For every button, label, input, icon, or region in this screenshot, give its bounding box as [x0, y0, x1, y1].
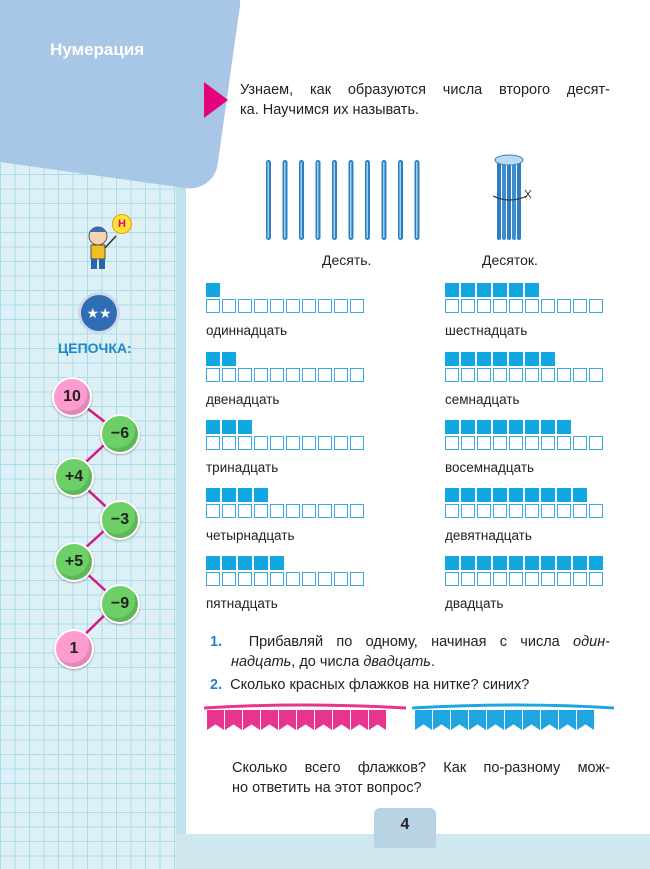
empty-cell: [206, 368, 220, 382]
empty-cell: [238, 436, 252, 450]
filled-cell: [493, 352, 507, 366]
empty-cell: [541, 504, 555, 518]
empty-cell: [525, 436, 539, 450]
empty-cell: [445, 572, 459, 586]
empty-cell: [238, 299, 252, 313]
filled-cell: [541, 420, 555, 434]
page-number-text: 4: [400, 816, 410, 833]
number-word: четырнадцать: [206, 528, 295, 543]
flag: [315, 710, 332, 730]
empty-cell: [206, 436, 220, 450]
filled-cell: [525, 488, 539, 502]
empty-cell: [477, 436, 491, 450]
chain-step: +4: [54, 457, 94, 497]
empty-cell: [525, 572, 539, 586]
empty-cell: [350, 572, 364, 586]
empty-cell: [334, 572, 348, 586]
filled-cell: [222, 420, 236, 434]
flag: [261, 710, 278, 730]
chain-step: 10: [52, 377, 92, 417]
empty-cell: [557, 436, 571, 450]
filled-cell: [589, 556, 603, 570]
flag: [523, 710, 540, 730]
empty-cell: [445, 299, 459, 313]
number-word: двадцать: [445, 596, 504, 611]
filled-cell: [206, 283, 220, 297]
bundle-label: Десяток.: [482, 252, 538, 268]
number-strip-tens-row: [445, 556, 605, 570]
filled-cell: [238, 420, 252, 434]
empty-cell: [525, 299, 539, 313]
filled-cell: [477, 488, 491, 502]
filled-cell: [541, 488, 555, 502]
flag: [333, 710, 350, 730]
question-line-2: но ответить на этот вопрос?: [232, 780, 422, 796]
empty-cell: [557, 504, 571, 518]
flag: [351, 710, 368, 730]
filled-cell: [541, 352, 555, 366]
task-2: [210, 675, 610, 695]
question-text: [232, 758, 610, 798]
empty-cell: [302, 299, 316, 313]
ten-label: Десять.: [322, 252, 372, 268]
flag: [469, 710, 486, 730]
filled-cell: [477, 420, 491, 434]
chain-step: −9: [100, 584, 140, 624]
number-strip-ten-row: [206, 572, 366, 586]
number-word: двенадцать: [206, 392, 280, 407]
empty-cell: [206, 299, 220, 313]
empty-cell: [270, 299, 284, 313]
chain-step: −3: [100, 500, 140, 540]
task-1-text-f: .: [430, 654, 435, 670]
empty-cell: [573, 436, 587, 450]
filled-cell: [525, 283, 539, 297]
filled-cell: [445, 352, 459, 366]
empty-cell: [270, 572, 284, 586]
empty-cell: [493, 368, 507, 382]
badge-letter: Н: [118, 218, 126, 230]
chain-title: ЦЕПОЧКА:: [58, 340, 132, 356]
flag: [559, 710, 576, 730]
empty-cell: [286, 299, 300, 313]
empty-cell: [493, 436, 507, 450]
empty-cell: [350, 436, 364, 450]
empty-cell: [350, 299, 364, 313]
chain-step: 1: [54, 629, 94, 669]
empty-cell: [334, 436, 348, 450]
empty-cell: [461, 299, 475, 313]
empty-cell: [477, 504, 491, 518]
empty-cell: [573, 299, 587, 313]
filled-cell: [493, 488, 507, 502]
empty-cell: [525, 504, 539, 518]
filled-cell: [270, 556, 284, 570]
filled-cell: [206, 556, 220, 570]
empty-cell: [318, 436, 332, 450]
empty-cell: [509, 299, 523, 313]
empty-cell: [509, 504, 523, 518]
filled-cell: [509, 283, 523, 297]
pointer-arrow-icon: [204, 82, 228, 118]
flag: [225, 710, 242, 730]
empty-cell: [302, 368, 316, 382]
filled-cell: [222, 488, 236, 502]
empty-cell: [525, 368, 539, 382]
empty-cell: [589, 504, 603, 518]
empty-cell: [254, 368, 268, 382]
empty-cell: [302, 572, 316, 586]
filled-cell: [222, 556, 236, 570]
task-2-text: Сколько красных флажков на нитке? синих?: [230, 677, 530, 693]
empty-cell: [477, 368, 491, 382]
empty-cell: [222, 572, 236, 586]
blue-flags: [414, 710, 594, 730]
empty-cell: [493, 504, 507, 518]
filled-cell: [461, 556, 475, 570]
task-2-number: 2.: [210, 677, 223, 693]
task-1-italic-c: двадцать: [363, 654, 431, 670]
question-line-1: Сколько всего флажков? Как по-разному мож-: [232, 760, 610, 776]
flag: [433, 710, 450, 730]
number-strip-tens-row: [445, 488, 589, 502]
intro-line-2: ка. Научимся их называть.: [240, 102, 420, 118]
empty-cell: [238, 504, 252, 518]
filled-cell: [461, 352, 475, 366]
empty-cell: [254, 436, 268, 450]
empty-cell: [445, 504, 459, 518]
empty-cell: [461, 504, 475, 518]
empty-cell: [541, 572, 555, 586]
empty-cell: [318, 504, 332, 518]
number-strip-tens-row: [206, 283, 222, 297]
empty-cell: [461, 436, 475, 450]
number-strip-ten-row: [206, 504, 366, 518]
filled-cell: [573, 556, 587, 570]
empty-cell: [573, 504, 587, 518]
flag: [243, 710, 260, 730]
empty-cell: [270, 368, 284, 382]
filled-cell: [557, 556, 571, 570]
number-word: тринадцать: [206, 460, 279, 475]
number-strip-ten-row: [445, 368, 605, 382]
filled-cell: [493, 420, 507, 434]
ten-sticks-image: [258, 158, 428, 242]
page-number: [374, 808, 436, 848]
task-1-text-d: , до числа: [291, 654, 364, 670]
filled-cell: [461, 420, 475, 434]
flag: [541, 710, 558, 730]
number-strip-tens-row: [445, 420, 573, 434]
task-1-number: 1.: [210, 634, 223, 650]
flag: [451, 710, 468, 730]
empty-cell: [350, 504, 364, 518]
filled-cell: [445, 488, 459, 502]
empty-cell: [589, 572, 603, 586]
filled-cell: [206, 352, 220, 366]
number-word: семнадцать: [445, 392, 520, 407]
empty-cell: [302, 436, 316, 450]
empty-cell: [270, 504, 284, 518]
number-strip-ten-row: [445, 572, 605, 586]
bundle-of-ten-image: [485, 150, 545, 244]
filled-cell: [493, 283, 507, 297]
empty-cell: [334, 504, 348, 518]
flag: [415, 710, 432, 730]
flag: [369, 710, 386, 730]
empty-cell: [318, 572, 332, 586]
filled-cell: [222, 352, 236, 366]
section-title: Нумерация: [50, 40, 145, 59]
empty-cell: [589, 436, 603, 450]
chain-connectors: [0, 0, 176, 869]
filled-cell: [445, 556, 459, 570]
intro-text: [240, 80, 610, 120]
empty-cell: [477, 572, 491, 586]
empty-cell: [334, 368, 348, 382]
empty-cell: [222, 436, 236, 450]
intro-line-1: Узнаем, как образуются числа второго десят-: [240, 82, 610, 98]
chain-step: −6: [100, 414, 140, 454]
empty-cell: [254, 504, 268, 518]
empty-cell: [254, 572, 268, 586]
empty-cell: [509, 436, 523, 450]
number-strip-tens-row: [206, 352, 238, 366]
empty-cell: [509, 572, 523, 586]
filled-cell: [206, 488, 220, 502]
empty-cell: [254, 299, 268, 313]
filled-cell: [557, 488, 571, 502]
empty-cell: [541, 299, 555, 313]
number-word: девятнадцать: [445, 528, 532, 543]
empty-cell: [206, 572, 220, 586]
number-word: восемнадцать: [445, 460, 535, 475]
flag: [297, 710, 314, 730]
empty-cell: [286, 572, 300, 586]
number-strip-tens-row: [445, 283, 541, 297]
chain-step: +5: [54, 542, 94, 582]
empty-cell: [557, 368, 571, 382]
number-word: одиннадцать: [206, 323, 288, 338]
filled-cell: [525, 556, 539, 570]
empty-cell: [222, 368, 236, 382]
filled-cell: [525, 352, 539, 366]
number-strip-tens-row: [206, 488, 270, 502]
filled-cell: [509, 556, 523, 570]
filled-cell: [557, 420, 571, 434]
filled-cell: [445, 283, 459, 297]
filled-cell: [509, 488, 523, 502]
red-flags: [206, 710, 386, 730]
empty-cell: [238, 368, 252, 382]
empty-cell: [557, 572, 571, 586]
empty-cell: [493, 572, 507, 586]
empty-cell: [445, 368, 459, 382]
number-word: пятнадцать: [206, 596, 278, 611]
number-strip-ten-row: [445, 436, 605, 450]
empty-cell: [493, 299, 507, 313]
empty-cell: [461, 368, 475, 382]
number-word: шестнадцать: [445, 323, 528, 338]
number-strip-ten-row: [206, 368, 366, 382]
empty-cell: [589, 368, 603, 382]
filled-cell: [541, 556, 555, 570]
flag: [577, 710, 594, 730]
task-1-italic-b: надцать: [231, 654, 292, 670]
empty-cell: [541, 436, 555, 450]
empty-cell: [222, 504, 236, 518]
filled-cell: [461, 488, 475, 502]
filled-cell: [509, 352, 523, 366]
empty-cell: [350, 368, 364, 382]
number-strip-tens-row: [206, 556, 286, 570]
empty-cell: [509, 368, 523, 382]
empty-cell: [334, 299, 348, 313]
filled-cell: [238, 556, 252, 570]
filled-cell: [238, 488, 252, 502]
flag: [505, 710, 522, 730]
empty-cell: [222, 299, 236, 313]
filled-cell: [573, 488, 587, 502]
task-1-italic-a: один-: [573, 634, 610, 650]
empty-cell: [461, 572, 475, 586]
empty-cell: [318, 299, 332, 313]
number-strip-ten-row: [445, 504, 605, 518]
empty-cell: [573, 572, 587, 586]
filled-cell: [254, 488, 268, 502]
empty-cell: [557, 299, 571, 313]
number-strip-tens-row: [445, 352, 557, 366]
filled-cell: [477, 352, 491, 366]
empty-cell: [477, 299, 491, 313]
filled-cell: [206, 420, 220, 434]
empty-cell: [286, 436, 300, 450]
number-strip-ten-row: [445, 299, 605, 313]
task-1: [210, 632, 610, 672]
empty-cell: [573, 368, 587, 382]
number-strip-ten-row: [206, 299, 366, 313]
empty-cell: [589, 299, 603, 313]
filled-cell: [525, 420, 539, 434]
filled-cell: [509, 420, 523, 434]
filled-cell: [461, 283, 475, 297]
empty-cell: [206, 504, 220, 518]
task-1-text-a: Прибавляй по одному, начиная с числа: [248, 634, 574, 650]
filled-cell: [254, 556, 268, 570]
flag: [207, 710, 224, 730]
flag: [487, 710, 504, 730]
filled-cell: [477, 283, 491, 297]
filled-cell: [493, 556, 507, 570]
empty-cell: [318, 368, 332, 382]
empty-cell: [445, 436, 459, 450]
stars-icon: ★★: [78, 292, 120, 334]
filled-cell: [445, 420, 459, 434]
empty-cell: [286, 368, 300, 382]
empty-cell: [238, 572, 252, 586]
flag: [279, 710, 296, 730]
empty-cell: [286, 504, 300, 518]
number-strip-ten-row: [206, 436, 366, 450]
empty-cell: [541, 368, 555, 382]
number-strip-tens-row: [206, 420, 254, 434]
empty-cell: [302, 504, 316, 518]
empty-cell: [270, 436, 284, 450]
filled-cell: [477, 556, 491, 570]
